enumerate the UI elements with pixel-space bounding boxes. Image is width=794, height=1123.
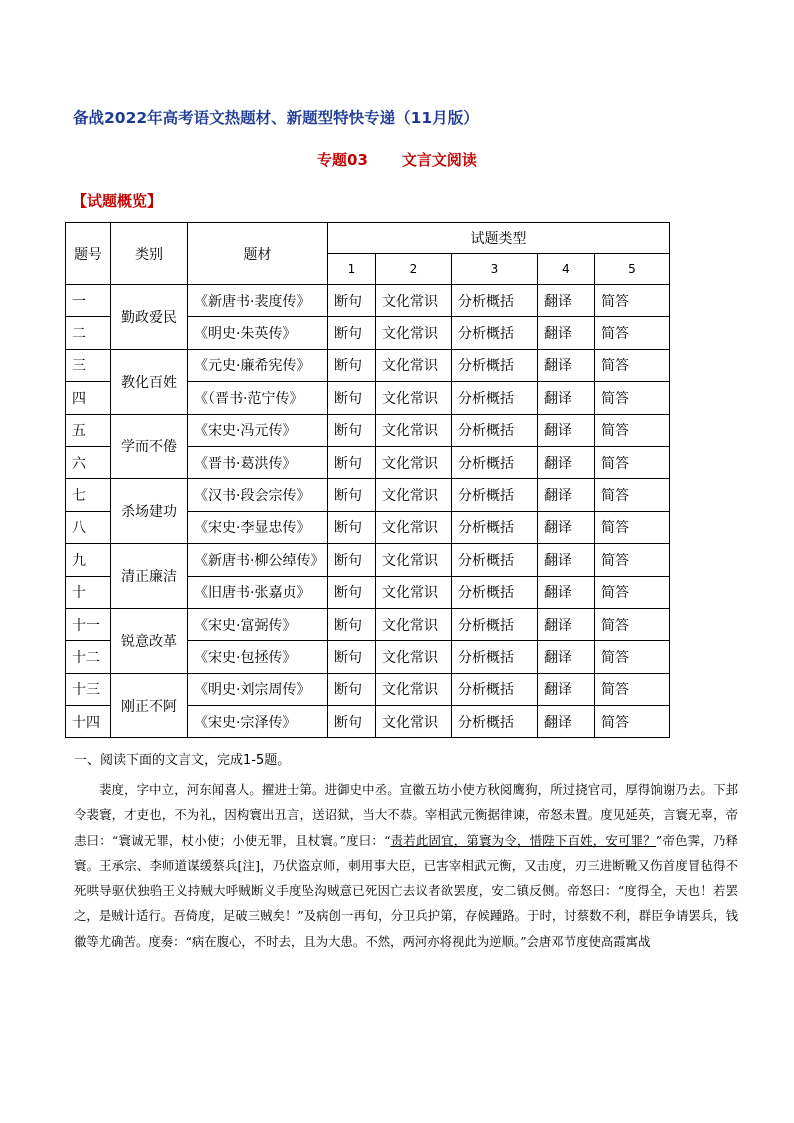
question-type-cell: 文化常识 (376, 511, 452, 543)
material-cell: 《晋书·葛洪传》 (188, 446, 328, 478)
question-type-cell: 分析概括 (452, 511, 538, 543)
question-type-cell: 翻译 (538, 285, 595, 317)
question-type-cell: 分析概括 (452, 317, 538, 349)
overview-table (65, 222, 670, 738)
material-cell: 《宋史·包拯传》 (188, 641, 328, 673)
question-type-cell: 翻译 (538, 414, 595, 446)
category-cell: 杀场建功 (111, 479, 188, 544)
question-type-cell: 翻译 (538, 511, 595, 543)
material-cell: 《明史·朱英传》 (188, 317, 328, 349)
question-type-cell: 简答 (595, 479, 670, 511)
question-type-cell: 简答 (595, 317, 670, 349)
document-title: 备战2022年高考语文热题材、新题型特快专递（11月版） (73, 109, 479, 127)
question-type-cell: 断句 (328, 349, 376, 381)
material-cell: 《（晋书·范宁传》 (188, 382, 328, 414)
material-cell: 《新唐书·裴度传》 (188, 285, 328, 317)
table-row (66, 349, 670, 381)
passage-underlined: 责若此固宜，第寰为令，惜陛下百姓，安可罪？ (390, 832, 656, 848)
question-type-cell: 断句 (328, 446, 376, 478)
question-type-cell: 分析概括 (452, 576, 538, 608)
question-number-cell: 十三 (66, 673, 111, 705)
question-type-cell: 简答 (595, 706, 670, 738)
question-type-cell: 分析概括 (452, 673, 538, 705)
question-type-cell: 断句 (328, 382, 376, 414)
material-cell: 《宋史·冯元传》 (188, 414, 328, 446)
header-material: 题材 (188, 223, 328, 285)
question-type-cell: 翻译 (538, 608, 595, 640)
question-type-cell: 断句 (328, 414, 376, 446)
question-type-cell: 翻译 (538, 673, 595, 705)
question-type-cell: 分析概括 (452, 479, 538, 511)
question-type-cell: 文化常识 (376, 285, 452, 317)
overview-label: 【试题概览】 (72, 192, 163, 210)
table-row (66, 608, 670, 640)
question-type-cell: 分析概括 (452, 414, 538, 446)
category-cell: 教化百姓 (111, 349, 188, 414)
question-type-cell: 断句 (328, 544, 376, 576)
material-cell: 《旧唐书·张嘉贞》 (188, 576, 328, 608)
question-type-cell: 断句 (328, 479, 376, 511)
question-type-cell: 翻译 (538, 446, 595, 478)
question-type-cell: 文化常识 (376, 608, 452, 640)
question-type-cell: 简答 (595, 349, 670, 381)
question-type-cell: 分析概括 (452, 446, 538, 478)
question-type-cell: 断句 (328, 608, 376, 640)
table-row (66, 414, 670, 446)
question-type-cell: 文化常识 (376, 706, 452, 738)
passage-part-b: ”帝色霁，乃释寰。王承宗、李师道谋缓蔡兵[注]，乃伏盗京师，刺用事大臣，已害宰相武元衡，又击度，刃三进断靴又伤首度冒毡得不死哄导驱伏独驺王义持贼大呼贼断义手度坠沟贼意已死因亡去议者欲罢度，安二镇反侧。帝怒曰：“度得全，天也！若罢之，是贼计适行。吾倚度，足破三贼矣！”及病创一再旬，分卫兵护第，存候踵路。于时，讨蔡数不利，群臣争请罢兵，钱徽等尤确苦。度奏：“病在腹心，不时去，且为大患。不然，两河亦将视此为逆顺。”会唐邓节度使高霞寓战 (74, 832, 738, 949)
question-type-cell: 简答 (595, 446, 670, 478)
passage-text (74, 777, 738, 954)
question-type-cell: 简答 (595, 544, 670, 576)
header-number: 题号 (66, 223, 111, 285)
material-cell: 《新唐书·柳公绰传》 (188, 544, 328, 576)
question-type-cell: 简答 (595, 673, 670, 705)
category-cell: 勤政爱民 (111, 285, 188, 350)
question-number-cell: 十四 (66, 706, 111, 738)
question-number-cell: 十 (66, 576, 111, 608)
subtitle-name: 文言文阅读 (401, 151, 477, 169)
material-cell: 《汉书·段会宗传》 (188, 479, 328, 511)
question-type-cell: 分析概括 (452, 706, 538, 738)
table-row (66, 285, 670, 317)
question-type-cell: 断句 (328, 706, 376, 738)
passage-part-a: 裴度，字中立，河东闻喜人。擢进士第。进御史中丞。宣徽五坊小使方秋阅鹰狗，所过挠官司，厚得饷谢乃去。下邽令裴寰，才吏也，不为礼，因构寰出丑言，送诏狱，当大不恭。宰相武元衡据律谏，帝怒未置。度见延英，言寰无辜，帝恚曰：“寰诚无罪，杖小使；小使无罪，且杖寰。”度曰：“ (74, 782, 738, 848)
question-type-cell: 简答 (595, 608, 670, 640)
question-type-cell: 简答 (595, 382, 670, 414)
question-type-cell: 断句 (328, 511, 376, 543)
question-type-cell: 分析概括 (452, 382, 538, 414)
header-types: 试题类型 (328, 223, 670, 254)
question-type-cell: 文化常识 (376, 414, 452, 446)
question-type-cell: 分析概括 (452, 544, 538, 576)
question-type-cell: 文化常识 (376, 544, 452, 576)
question-number-cell: 三 (66, 349, 111, 381)
material-cell: 《宋史·富弼传》 (188, 608, 328, 640)
question-type-cell: 翻译 (538, 479, 595, 511)
header-col-2: 2 (376, 254, 452, 285)
header-col-4: 4 (538, 254, 595, 285)
header-col-3: 3 (452, 254, 538, 285)
question-type-cell: 断句 (328, 576, 376, 608)
question-type-cell: 翻译 (538, 544, 595, 576)
question-type-cell: 翻译 (538, 349, 595, 381)
question-type-cell: 翻译 (538, 382, 595, 414)
question-type-cell: 文化常识 (376, 641, 452, 673)
question-type-cell: 文化常识 (376, 446, 452, 478)
question-number-cell: 六 (66, 446, 111, 478)
question-number-cell: 四 (66, 382, 111, 414)
question-type-cell: 简答 (595, 576, 670, 608)
question-type-cell: 翻译 (538, 641, 595, 673)
question-type-cell: 简答 (595, 414, 670, 446)
question-number-cell: 一 (66, 285, 111, 317)
question-type-cell: 文化常识 (376, 349, 452, 381)
question-type-cell: 断句 (328, 641, 376, 673)
question-type-cell: 断句 (328, 317, 376, 349)
category-cell: 学而不倦 (111, 414, 188, 479)
header-col-1: 1 (328, 254, 376, 285)
question-number-cell: 七 (66, 479, 111, 511)
material-cell: 《宋史·李显忠传》 (188, 511, 328, 543)
question-type-cell: 断句 (328, 285, 376, 317)
table-row (66, 673, 670, 705)
question-type-cell: 翻译 (538, 706, 595, 738)
question-type-cell: 分析概括 (452, 285, 538, 317)
question-type-cell: 翻译 (538, 576, 595, 608)
question-type-cell: 断句 (328, 673, 376, 705)
header-category: 类别 (111, 223, 188, 285)
category-cell: 锐意改革 (111, 608, 188, 673)
question-type-cell: 简答 (595, 285, 670, 317)
question-intro: 一、阅读下面的文言文，完成1-5题。 (74, 753, 291, 768)
category-cell: 刚正不阿 (111, 673, 188, 738)
subtitle-topic: 专题03 (317, 151, 368, 169)
question-number-cell: 八 (66, 511, 111, 543)
table-row (66, 479, 670, 511)
question-type-cell: 简答 (595, 511, 670, 543)
question-type-cell: 文化常识 (376, 673, 452, 705)
question-number-cell: 五 (66, 414, 111, 446)
document-subtitle (0, 149, 794, 170)
material-cell: 《明史·刘宗周传》 (188, 673, 328, 705)
table-row (66, 544, 670, 576)
question-number-cell: 二 (66, 317, 111, 349)
category-cell: 清正廉洁 (111, 544, 188, 609)
material-cell: 《宋史·宗泽传》 (188, 706, 328, 738)
question-type-cell: 简答 (595, 641, 670, 673)
question-type-cell: 文化常识 (376, 576, 452, 608)
question-type-cell: 文化常识 (376, 382, 452, 414)
material-cell: 《元史·廉希宪传》 (188, 349, 328, 381)
question-type-cell: 分析概括 (452, 608, 538, 640)
question-type-cell: 文化常识 (376, 479, 452, 511)
question-type-cell: 文化常识 (376, 317, 452, 349)
question-type-cell: 分析概括 (452, 349, 538, 381)
question-number-cell: 十二 (66, 641, 111, 673)
question-number-cell: 十一 (66, 608, 111, 640)
question-number-cell: 九 (66, 544, 111, 576)
question-type-cell: 分析概括 (452, 641, 538, 673)
header-col-5: 5 (595, 254, 670, 285)
question-type-cell: 翻译 (538, 317, 595, 349)
